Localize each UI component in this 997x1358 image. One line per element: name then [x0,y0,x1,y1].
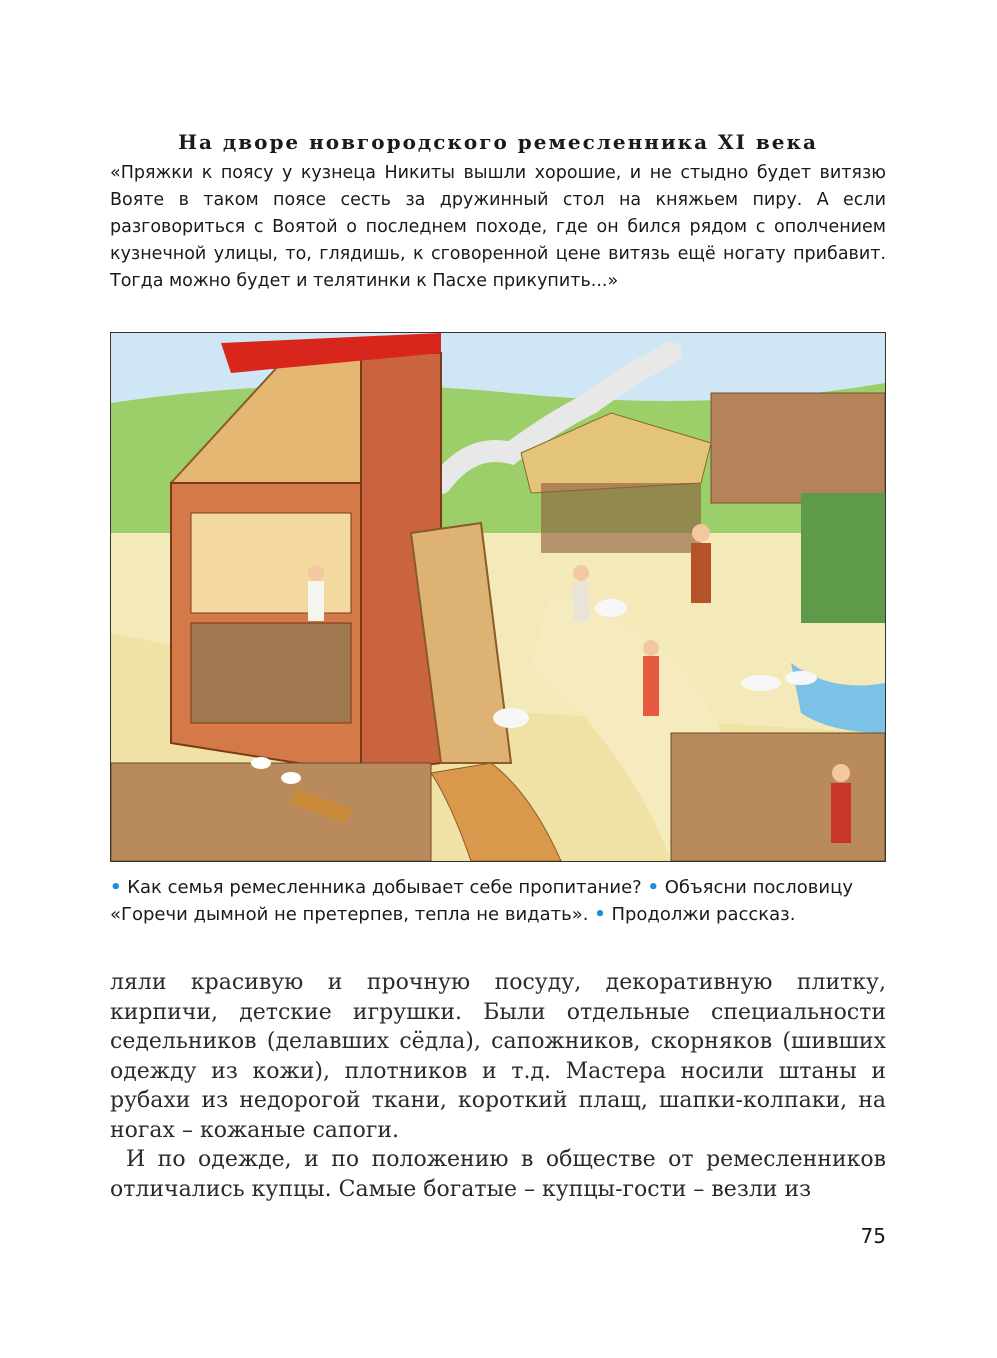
review-questions [110,874,886,928]
question-1: Как семья ремесленника добывает себе пропитание? [127,877,642,898]
bullet-icon: • [594,904,606,925]
body-paragraph-1: ляли красивую и прочную посуду, декоративную плитку, кирпичи, детские игрушки. Были отдельные специальности седельников (делавших сёдла), сапожников, скорняков (шивших одежду из кожи), плотников и т.д. Мастера носили штаны и рубахи из недорогой ткани, короткий плащ, шапки-колпаки, на ногах – кожаные сапоги. [110,970,886,1143]
bullet-icon: • [110,877,122,898]
question-2: Объясни пословицу «Горечи дымной не претерпев, тепла не видать». [110,877,853,925]
body-text [110,968,886,1204]
page-number: 75 [860,1224,886,1248]
body-paragraph-2: И по одежде, и по положению в обществе от ремесленников отличались купцы. Самые богатые – купцы-гости – везли из [110,1147,886,1202]
illustration-title: На дворе новгородского ремесленника XI века [178,130,818,154]
craftsman-yard-illustration [110,332,886,862]
question-3: Продолжи рассказ. [611,904,796,925]
intro-quote: «Пряжки к поясу у кузнеца Никиты вышли хорошие, и не стыдно будет витязю Вояте в таком поясе сесть за дружинный стол на княжьем пиру. А если разговориться с Воятой о последнем походе, где он бился рядом с ополчением кузнечной улицы, то, глядишь, к сговоренной цене витязь ещё ногату прибавит. Тогда можно будет и телятинки к Пасхе прикупить...» [110,163,886,291]
bullet-icon: • [647,877,659,898]
